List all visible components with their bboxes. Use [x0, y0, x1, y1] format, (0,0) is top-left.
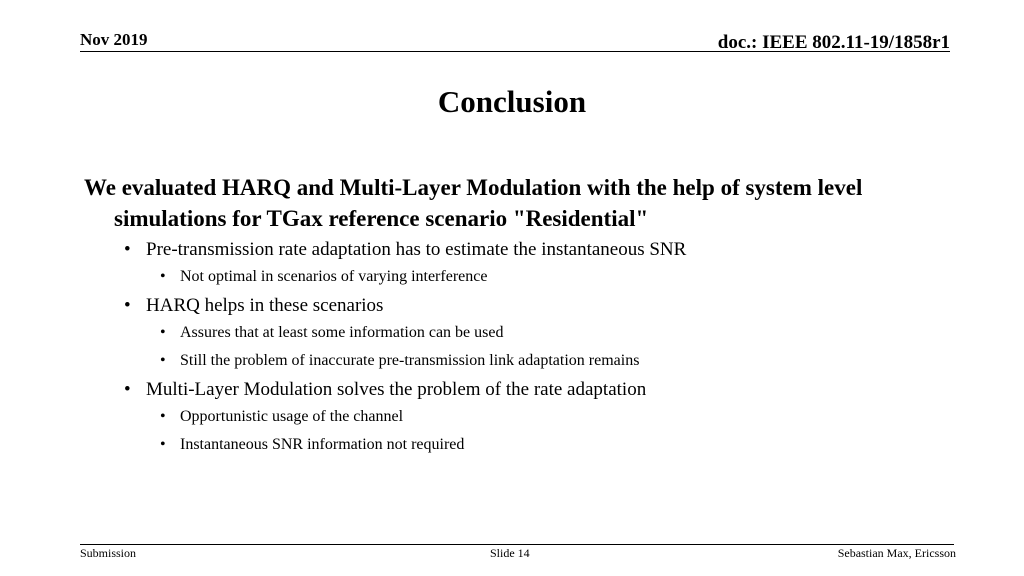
slide-body: [84, 172, 924, 462]
sub-bullet-text: Opportunistic usage of the channel: [180, 408, 404, 425]
header-doc-id: doc.: IEEE 802.11-19/1858r1: [717, 32, 950, 53]
bullet-icon: •: [160, 324, 166, 341]
bullet-icon: •: [124, 295, 131, 316]
bullet-icon: •: [160, 408, 166, 425]
sub-bullet-item: [84, 434, 924, 456]
bullet-icon: •: [124, 379, 131, 400]
sub-bullet-text: Assures that at least some information can be used: [180, 324, 504, 341]
footer-author: Sebastian Max, Ericsson: [837, 546, 956, 560]
sub-bullet-text: Still the problem of inaccurate pre-transmission link adaptation remains: [180, 352, 640, 369]
bullet-icon: •: [160, 268, 166, 285]
sub-bullet-text: Instantaneous SNR information not required: [180, 436, 465, 453]
bullet-icon: •: [160, 352, 166, 369]
header-divider: [80, 51, 950, 52]
footer-slide-number: Slide 14: [490, 546, 530, 560]
bullet-icon: •: [160, 436, 166, 453]
footer-divider: [80, 544, 954, 545]
bullet-item: [84, 238, 924, 262]
sub-bullet-item: [84, 350, 924, 372]
slide-title: Conclusion: [437, 84, 587, 119]
bullet-icon: •: [124, 239, 131, 260]
sub-bullet-item: [84, 322, 924, 344]
bullet-item: [84, 378, 924, 402]
bullet-text: Pre-transmission rate adaptation has to estimate the instantaneous SNR: [146, 239, 687, 260]
lead-statement: We evaluated HARQ and Multi-Layer Modulation with the help of system level simulations for TGax reference scenario "Residential": [84, 175, 863, 231]
bullet-item: [84, 294, 924, 318]
bullet-text: Multi-Layer Modulation solves the problem of the rate adaptation: [146, 379, 647, 400]
sub-bullet-item: [84, 266, 924, 288]
sub-bullet-item: [84, 406, 924, 428]
footer-submission: Submission: [80, 546, 137, 560]
bullet-text: HARQ helps in these scenarios: [146, 295, 384, 316]
sub-bullet-text: Not optimal in scenarios of varying interference: [180, 268, 488, 285]
header-date: Nov 2019: [80, 30, 148, 49]
